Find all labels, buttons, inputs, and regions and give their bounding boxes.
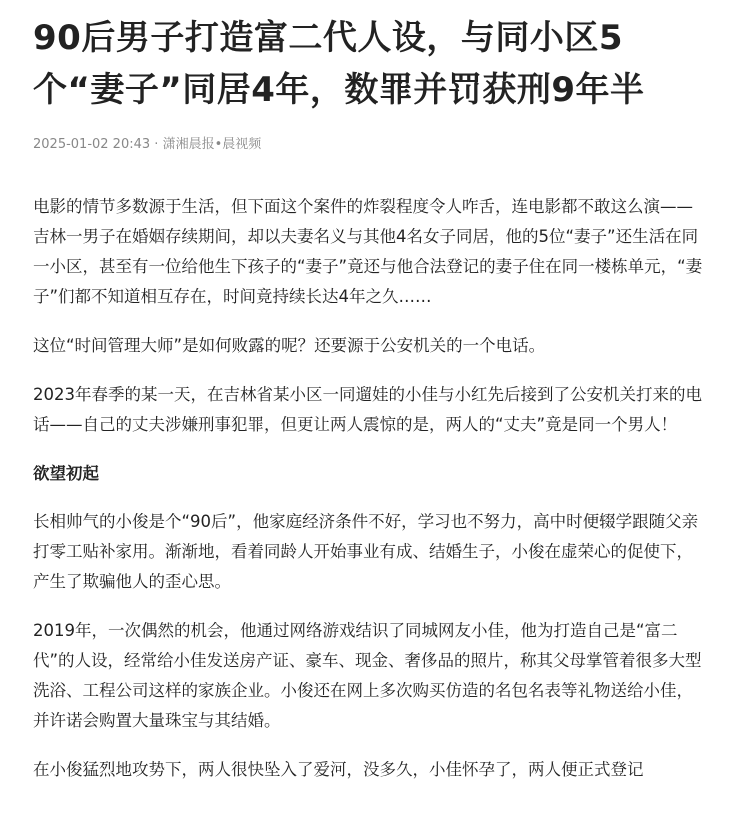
article-body bbox=[33, 192, 709, 785]
paragraph: 电影的情节多数源于生活，但下面这个案件的炸裂程度令人咋舌，连电影都不敢这么演——吉林一男子在婚姻存续期间，却以夫妻名义与其他4名女子同居，他的5位“妻子”还生活在同一小区，甚至有一位给他生下孩子的“妻子”竟还与他合法登记的妻子住在同一楼栋单元，“妻子”们都不知道相互存在，时间竟持续长达4年之久…… bbox=[33, 197, 703, 306]
article-meta bbox=[33, 136, 709, 154]
publish-datetime: 2025-01-02 20:43 bbox=[33, 137, 151, 152]
source-link[interactable]: 潇湘晨报•晨视频 bbox=[162, 137, 262, 152]
paragraph: 2023年春季的某一天，在吉林省某小区一同遛娃的小佳与小红先后接到了公安机关打来的电话——自己的丈夫涉嫌刑事犯罪，但更让两人震惊的是，两人的“丈夫”竟是同一个男人！ bbox=[33, 385, 702, 434]
paragraph: 在小俊猛烈地攻势下，两人很快坠入了爱河，没多久，小佳怀孕了，两人便正式登记 bbox=[33, 760, 644, 779]
paragraph: 2019年，一次偶然的机会，他通过网络游戏结识了同城网友小佳，他为打造自己是“富二代”的人设，经常给小佳发送房产证、豪车、现金、奢侈品的照片，称其父母掌管着很多大型洗浴、工程公司这样的家族企业。小俊还在网上多次购买仿造的名包名表等礼物送给小佳，并许诺会购置大量珠宝与其结婚。 bbox=[33, 621, 702, 730]
paragraph: 这位“时间管理大师”是如何败露的呢？还要源于公安机关的一个电话。 bbox=[33, 336, 546, 355]
article-title: 90后男子打造富二代人设，与同小区5个“妻子”同居4年，数罪并罚获刑9年半 bbox=[33, 18, 645, 110]
section-heading: 欲望初起 bbox=[33, 464, 99, 483]
meta-separator: · bbox=[150, 137, 163, 152]
paragraph: 长相帅气的小俊是个“90后”，他家庭经济条件不好，学习也不努力，高中时便辍学跟随父亲打零工贴补家用。渐渐地，看着同龄人开始事业有成、结婚生子，小俊在虚荣心的促使下，产生了欺骗他人的歪心思。 bbox=[33, 512, 699, 591]
